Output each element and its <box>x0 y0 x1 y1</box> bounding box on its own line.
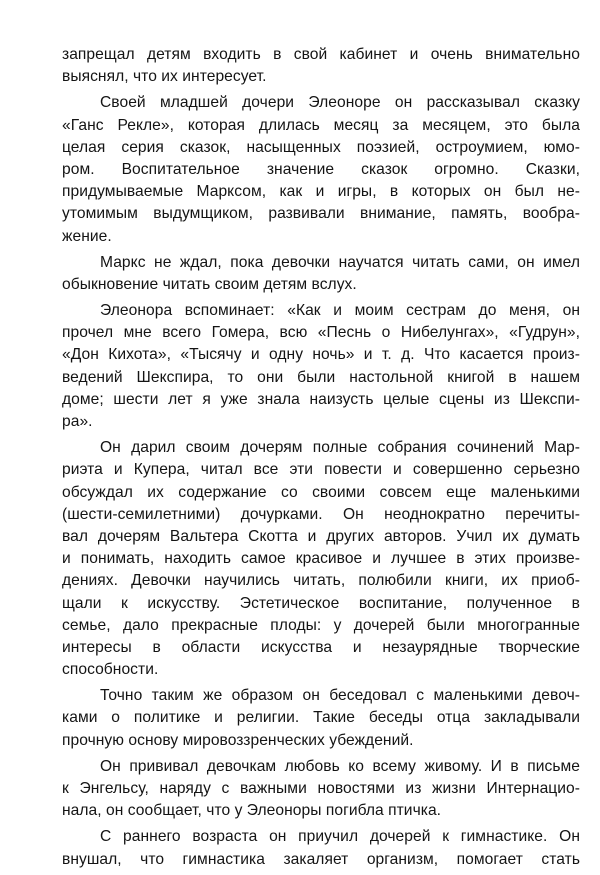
paragraph <box>62 92 580 247</box>
paragraph <box>62 756 580 823</box>
text-line: и понимать, находить самое красивое и лучшее в этих произве- <box>62 550 580 568</box>
text-line: обсуждал их содержание со своими совсем еще маленькими <box>62 483 580 501</box>
paragraph <box>62 685 580 752</box>
text-line: Он дарил своим дочерям полные собрания сочинений Мар- <box>100 439 580 457</box>
text-line: Точно таким же образом он беседовал с маленькими девоч- <box>100 687 580 705</box>
text-line: выяснял, что их интересует. <box>62 68 267 86</box>
text-line: Своей младшей дочери Элеоноре он рассказывал сказку <box>100 94 580 112</box>
text-line: (шести-семилетними) дочурками. Он неоднократно перечиты- <box>62 505 580 523</box>
text-line: способности. <box>62 661 159 679</box>
text-line: ведений Шекспира, то они были настольной книгой в нашем <box>62 368 580 386</box>
text-line: прочную основу мировоззренческих убеждений. <box>62 731 414 749</box>
paragraph <box>62 252 580 296</box>
text-line: семье, дало прекрасные плоды: у дочерей были многогранные <box>62 616 580 634</box>
text-line: интересы в области искусства и незаурядные творческие <box>62 638 580 656</box>
text-line: С раннего возраста он приучил дочерей к гимнастике. Он <box>100 828 580 846</box>
text-line: ра». <box>62 413 93 430</box>
text-line: к Энгельсу, наряду с важными новостями из жизни Интернацио- <box>62 780 580 797</box>
text-line: запрещал детям входить в свой кабинет и очень внимательно <box>62 46 580 63</box>
text-line: жение. <box>62 227 112 245</box>
text-line: утомимым выдумщиком, развивали внимание, память, вообра- <box>62 205 580 223</box>
text-line: вал дочерям Вальтера Скотта и других авторов. Учил их думать <box>62 527 580 545</box>
text-line: внушал, что гимнастика закаляет организм, помогает стать <box>62 850 580 868</box>
page-text <box>62 44 580 875</box>
paragraph <box>62 826 580 870</box>
text-line: Элеонора вспоминает: «Как и моим сестрам до меня, он <box>100 302 580 320</box>
text-line: «Дон Кихота», «Тысячу и одну ночь» и т. д. Что касается произ- <box>62 346 580 364</box>
text-line: щали к искусству. Эстетическое воспитание, полученное в <box>62 594 580 612</box>
text-line: придумываемые Марксом, как и игры, в которых он был не- <box>62 183 580 201</box>
text-line: ками о политике и религии. Такие беседы отца закладывали <box>62 709 580 727</box>
paragraph <box>62 437 580 681</box>
text-line: прочел мне всего Гомера, всю «Песнь о Нибелунгах», «Гудрун», <box>62 324 580 342</box>
paragraph <box>62 44 580 88</box>
text-line: «Ганс Рекле», которая длилась месяц за месяцем, это была <box>62 116 580 134</box>
text-line: Он прививал девочкам любовь ко всему живому. И в письме <box>100 757 580 775</box>
text-line: доме; шести лет я уже знала наизусть целые сцены из Шекспи- <box>62 390 580 408</box>
text-line: дениях. Девочки научились читать, полюбили книги, их приоб- <box>62 572 580 590</box>
text-line: риэта и Купера, читал все эти повести и совершенно серьезно <box>62 461 580 479</box>
text-line: обыкновение читать своим детям вслух. <box>62 275 357 293</box>
text-line: ром. Воспитательное значение сказок огромно. Сказки, <box>62 160 580 178</box>
text-line: Маркс не ждал, пока девочки научатся читать сами, он имел <box>100 253 580 271</box>
paragraph <box>62 300 580 433</box>
text-line: целая серия сказок, насыщенных поэзией, остроумием, юмо- <box>62 138 580 156</box>
text-line: нала, он сообщает, что у Элеоноры погибла птичка. <box>62 802 442 820</box>
